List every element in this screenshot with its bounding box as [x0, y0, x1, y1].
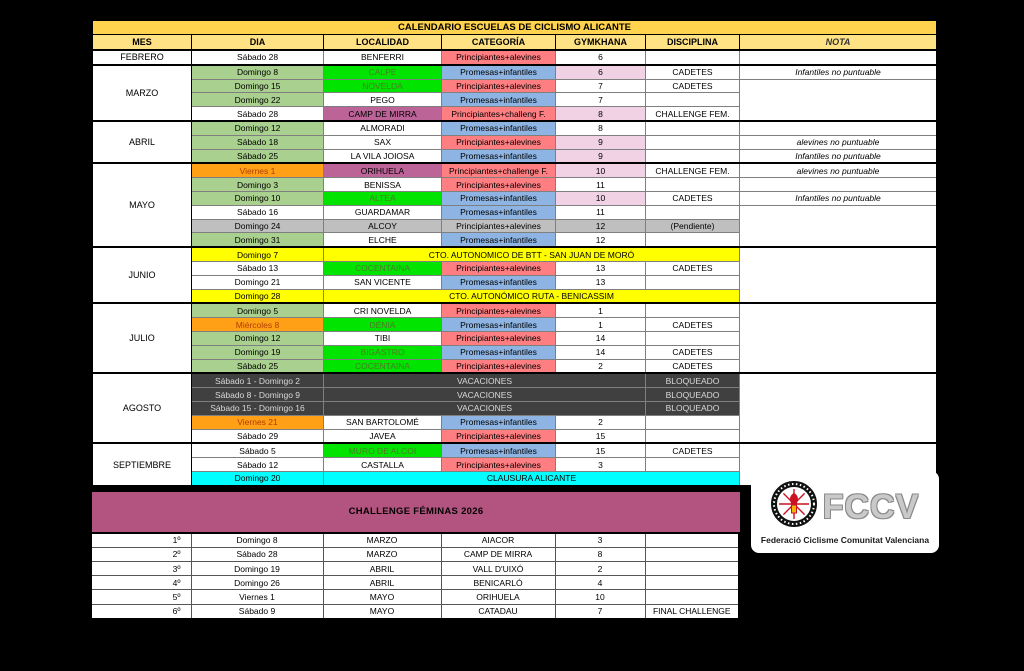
- challenge-dia-cell: Sábado 9: [191, 604, 323, 619]
- localidad-cell: TIBI: [324, 331, 442, 345]
- gymkhana-cell: 13: [556, 261, 646, 275]
- fccv-emblem-icon: [771, 481, 817, 532]
- categoria-cell: Promesas+infantiles: [442, 149, 556, 163]
- gymkhana-cell: 7: [556, 79, 646, 93]
- dia-cell: Domingo 15: [192, 79, 324, 93]
- disciplina-cell: CADETES: [646, 318, 740, 332]
- merged-event-cell: CTO. AUTONOMICO DE BTT - SAN JUAN DE MORÓ: [324, 247, 740, 261]
- column-header-categoría: CATEGORÍA: [442, 35, 556, 51]
- column-header-localidad: LOCALIDAD: [324, 35, 442, 51]
- disciplina-cell: CADETES: [646, 443, 740, 457]
- challenge-localidad-cell: BENICARLÓ: [441, 576, 555, 590]
- dia-cell: Sábado 5: [192, 443, 324, 457]
- challenge-feminas-section: [90, 490, 742, 620]
- challenge-disciplina-cell: [645, 547, 739, 561]
- calendar-table: [90, 18, 939, 488]
- gymkhana-cell: 6: [556, 50, 646, 65]
- dia-cell: Domingo 28: [192, 289, 324, 303]
- gymkhana-cell: 10: [556, 163, 646, 177]
- challenge-feminas-table: [90, 532, 740, 620]
- disciplina-cell: CADETES: [646, 65, 740, 79]
- disciplina-cell: CADETES: [646, 261, 740, 275]
- localidad-cell: DÉNIA: [324, 318, 442, 332]
- challenge-localidad-cell: VALL D'UIXÓ: [441, 562, 555, 576]
- page-title: CALENDARIO ESCUELAS DE CICLISMO ALICANTE: [92, 20, 938, 35]
- gymkhana-cell: 1: [556, 318, 646, 332]
- dia-cell: Domingo 8: [192, 65, 324, 79]
- mes-cell: JULIO: [92, 303, 192, 373]
- categoria-cell: Principiantes+alevines: [442, 219, 556, 233]
- merged-event-cell: CTO. AUTONÓMICO RUTA - BENICASSIM: [324, 289, 740, 303]
- challenge-row: [91, 547, 739, 561]
- gymkhana-cell: 1: [556, 303, 646, 317]
- challenge-localidad-cell: AIACOR: [441, 533, 555, 548]
- title-row: [92, 20, 938, 35]
- categoria-cell: Promesas+infantiles: [442, 205, 556, 219]
- gymkhana-cell: 12: [556, 233, 646, 247]
- gymkhana-cell: 8: [556, 107, 646, 121]
- calendar-row: [92, 205, 938, 219]
- challenge-dia-cell: Viernes 1: [191, 590, 323, 604]
- gymkhana-cell: 14: [556, 345, 646, 359]
- dia-cell: Sábado 28: [192, 50, 324, 65]
- disciplina-cell: [646, 331, 740, 345]
- column-header-gymkhana: GYMKHANA: [556, 35, 646, 51]
- challenge-row: [91, 576, 739, 590]
- disciplina-cell: BLOQUEADO: [646, 401, 740, 415]
- disciplina-cell: [646, 93, 740, 107]
- categoria-cell: Promesas+infantiles: [442, 233, 556, 247]
- challenge-ordinal-cell: 4º: [91, 576, 191, 590]
- dia-cell: Sábado 1 - Domingo 2: [192, 373, 324, 387]
- challenge-mes-cell: ABRIL: [323, 562, 441, 576]
- dia-cell: Viernes 21: [192, 415, 324, 429]
- localidad-cell: BENISSA: [324, 178, 442, 192]
- localidad-cell: ALTEA: [324, 191, 442, 205]
- gymkhana-cell: 10: [556, 191, 646, 205]
- nota-cell: [740, 121, 938, 135]
- categoria-cell: Promesas+infantiles: [442, 93, 556, 107]
- disciplina-cell: BLOQUEADO: [646, 373, 740, 387]
- challenge-mes-cell: MARZO: [323, 533, 441, 548]
- gymkhana-cell: 2: [556, 415, 646, 429]
- localidad-cell: PEGO: [324, 93, 442, 107]
- localidad-cell: SAX: [324, 135, 442, 149]
- gymkhana-cell: 15: [556, 443, 646, 457]
- gymkhana-cell: 12: [556, 219, 646, 233]
- gymkhana-cell: 8: [556, 121, 646, 135]
- disciplina-cell: CADETES: [646, 359, 740, 373]
- categoria-cell: Principiantes+alevines: [442, 303, 556, 317]
- disciplina-cell: [646, 205, 740, 219]
- challenge-localidad-cell: CATADAU: [441, 604, 555, 619]
- dia-cell: Domingo 21: [192, 275, 324, 289]
- disciplina-cell: [646, 233, 740, 247]
- gymkhana-cell: 14: [556, 331, 646, 345]
- dia-cell: Sábado 29: [192, 429, 324, 443]
- nota-cell: [740, 247, 938, 303]
- challenge-row: [91, 533, 739, 548]
- disciplina-cell: [646, 429, 740, 443]
- nota-cell: Infantiles no puntuable: [740, 65, 938, 79]
- merged-event-cell: VACACIONES: [324, 373, 646, 387]
- disciplina-cell: [646, 121, 740, 135]
- categoria-cell: Promesas+infantiles: [442, 65, 556, 79]
- dia-cell: Sábado 25: [192, 149, 324, 163]
- challenge-localidad-cell: CAMP DE MIRRA: [441, 547, 555, 561]
- disciplina-cell: CHALLENGE FEM.: [646, 107, 740, 121]
- challenge-ordinal-cell: 1º: [91, 533, 191, 548]
- column-header-disciplina: DISCIPLINA: [646, 35, 740, 51]
- localidad-cell: SAN VICENTE: [324, 275, 442, 289]
- dia-cell: Sábado 15 - Domingo 16: [192, 401, 324, 415]
- categoria-cell: Promesas+infantiles: [442, 318, 556, 332]
- gymkhana-cell: 2: [556, 359, 646, 373]
- challenge-ordinal-cell: 2º: [91, 547, 191, 561]
- challenge-mes-cell: MAYO: [323, 604, 441, 619]
- dia-cell: Domingo 24: [192, 219, 324, 233]
- dia-cell: Sábado 16: [192, 205, 324, 219]
- dia-cell: Sábado 25: [192, 359, 324, 373]
- gymkhana-cell: 9: [556, 149, 646, 163]
- disciplina-cell: (Pendiente): [646, 219, 740, 233]
- challenge-ordinal-cell: 3º: [91, 562, 191, 576]
- challenge-disciplina-cell: [645, 533, 739, 548]
- disciplina-cell: [646, 50, 740, 65]
- fccv-logo: [751, 471, 939, 553]
- dia-cell: Domingo 12: [192, 121, 324, 135]
- merged-event-cell: CLAUSURA ALICANTE: [324, 471, 740, 486]
- challenge-ordinal-cell: 6º: [91, 604, 191, 619]
- calendar-row: [92, 247, 938, 261]
- challenge-mes-cell: ABRIL: [323, 576, 441, 590]
- challenge-dia-cell: Sábado 28: [191, 547, 323, 561]
- categoria-cell: Principiantes+alevines: [442, 261, 556, 275]
- dia-cell: Sábado 12: [192, 458, 324, 472]
- calendar-row: [92, 79, 938, 93]
- calendar-row: [92, 65, 938, 79]
- categoria-cell: Principiantes+challeng F.: [442, 107, 556, 121]
- localidad-cell: CALPE: [324, 65, 442, 79]
- categoria-cell: Principiantes+challenge F.: [442, 163, 556, 177]
- localidad-cell: CASTALLA: [324, 458, 442, 472]
- dia-cell: Domingo 3: [192, 178, 324, 192]
- dia-cell: Domingo 19: [192, 345, 324, 359]
- gymkhana-cell: 9: [556, 135, 646, 149]
- challenge-disciplina-cell: [645, 562, 739, 576]
- disciplina-cell: [646, 135, 740, 149]
- challenge-localidad-cell: ORIHUELA: [441, 590, 555, 604]
- nota-cell: alevines no puntuable: [740, 135, 938, 149]
- categoria-cell: Principiantes+alevines: [442, 458, 556, 472]
- dia-cell: Sábado 28: [192, 107, 324, 121]
- challenge-gymkhana-cell: 2: [555, 562, 645, 576]
- localidad-cell: ELCHE: [324, 233, 442, 247]
- column-header-row: [92, 35, 938, 51]
- localidad-cell: COCENTAINA: [324, 359, 442, 373]
- challenge-ordinal-cell: 5º: [91, 590, 191, 604]
- categoria-cell: Promesas+infantiles: [442, 443, 556, 457]
- disciplina-cell: [646, 178, 740, 192]
- localidad-cell: COCENTAINA: [324, 261, 442, 275]
- calendar-row: [92, 149, 938, 163]
- disciplina-cell: [646, 303, 740, 317]
- nota-cell: [740, 373, 938, 443]
- merged-event-cell: VACACIONES: [324, 388, 646, 402]
- dia-cell: Domingo 5: [192, 303, 324, 317]
- calendar-row: [92, 121, 938, 135]
- categoria-cell: Promesas+infantiles: [442, 121, 556, 135]
- dia-cell: Sábado 8 - Domingo 9: [192, 388, 324, 402]
- calendar-row: [92, 135, 938, 149]
- categoria-cell: Principiantes+alevines: [442, 178, 556, 192]
- nota-cell: [740, 205, 938, 247]
- localidad-cell: BENFERRI: [324, 50, 442, 65]
- column-header-dia: DIA: [192, 35, 324, 51]
- categoria-cell: Principiantes+alevines: [442, 50, 556, 65]
- nota-cell: [740, 178, 938, 192]
- challenge-gymkhana-cell: 8: [555, 547, 645, 561]
- localidad-cell: MURO DE ALCOI: [324, 443, 442, 457]
- categoria-cell: Promesas+infantiles: [442, 191, 556, 205]
- fccv-acronym: FCCV: [822, 487, 920, 526]
- categoria-cell: Promesas+infantiles: [442, 275, 556, 289]
- localidad-cell: CRI NOVELDA: [324, 303, 442, 317]
- gymkhana-cell: 13: [556, 275, 646, 289]
- gymkhana-cell: 7: [556, 93, 646, 107]
- disciplina-cell: CADETES: [646, 191, 740, 205]
- calendar-row: [92, 163, 938, 177]
- disciplina-cell: [646, 275, 740, 289]
- dia-cell: Viernes 1: [192, 163, 324, 177]
- categoria-cell: Promesas+infantiles: [442, 415, 556, 429]
- mes-cell: JUNIO: [92, 247, 192, 303]
- dia-cell: Domingo 7: [192, 247, 324, 261]
- nota-cell: alevines no puntuable: [740, 163, 938, 177]
- challenge-row: [91, 562, 739, 576]
- mes-cell: FEBRERO: [92, 50, 192, 65]
- disciplina-cell: CADETES: [646, 345, 740, 359]
- dia-cell: Domingo 12: [192, 331, 324, 345]
- disciplina-cell: BLOQUEADO: [646, 388, 740, 402]
- localidad-cell: SAN BARTOLOMÉ: [324, 415, 442, 429]
- challenge-feminas-title: CHALLENGE FÉMINAS 2026: [90, 490, 742, 532]
- calendar-row: [92, 303, 938, 317]
- disciplina-cell: CADETES: [646, 79, 740, 93]
- gymkhana-cell: 11: [556, 178, 646, 192]
- challenge-gymkhana-cell: 10: [555, 590, 645, 604]
- localidad-cell: LA VILA JOIOSA: [324, 149, 442, 163]
- dia-cell: Domingo 20: [192, 471, 324, 486]
- dia-cell: Domingo 10: [192, 191, 324, 205]
- column-header-mes: MES: [92, 35, 192, 51]
- nota-cell: Infantiles no puntuable: [740, 191, 938, 205]
- disciplina-cell: [646, 415, 740, 429]
- challenge-gymkhana-cell: 4: [555, 576, 645, 590]
- localidad-cell: JAVEA: [324, 429, 442, 443]
- categoria-cell: Promesas+infantiles: [442, 345, 556, 359]
- mes-cell: ABRIL: [92, 121, 192, 163]
- localidad-cell: GUARDAMAR: [324, 205, 442, 219]
- calendar-row: [92, 373, 938, 387]
- challenge-disciplina-cell: FINAL CHALLENGE: [645, 604, 739, 619]
- dia-cell: Sábado 18: [192, 135, 324, 149]
- disciplina-cell: [646, 458, 740, 472]
- localidad-cell: ALMORADI: [324, 121, 442, 135]
- categoria-cell: Principiantes+alevines: [442, 135, 556, 149]
- dia-cell: Sábado 13: [192, 261, 324, 275]
- gymkhana-cell: 3: [556, 458, 646, 472]
- localidad-cell: NOVELDA: [324, 79, 442, 93]
- calendar-row: [92, 178, 938, 192]
- challenge-disciplina-cell: [645, 576, 739, 590]
- challenge-mes-cell: MARZO: [323, 547, 441, 561]
- disciplina-cell: CHALLENGE FEM.: [646, 163, 740, 177]
- mes-cell: AGOSTO: [92, 373, 192, 443]
- fccv-subtitle: Federació Ciclisme Comunitat Valenciana: [760, 535, 930, 545]
- mes-cell: SEPTIEMBRE: [92, 443, 192, 486]
- categoria-cell: Principiantes+alevines: [442, 331, 556, 345]
- challenge-mes-cell: MAYO: [323, 590, 441, 604]
- nota-cell: [740, 303, 938, 373]
- column-header-nota: NOTA: [740, 35, 938, 51]
- challenge-dia-cell: Domingo 19: [191, 562, 323, 576]
- gymkhana-cell: 15: [556, 429, 646, 443]
- categoria-cell: Principiantes+alevines: [442, 79, 556, 93]
- disciplina-cell: [646, 149, 740, 163]
- challenge-row: [91, 590, 739, 604]
- dia-cell: Domingo 31: [192, 233, 324, 247]
- localidad-cell: ALCOY: [324, 219, 442, 233]
- challenge-dia-cell: Domingo 8: [191, 533, 323, 548]
- challenge-dia-cell: Domingo 26: [191, 576, 323, 590]
- nota-cell: [740, 79, 938, 121]
- nota-cell: Infantiles no puntuable: [740, 149, 938, 163]
- calendar-row: [92, 50, 938, 65]
- challenge-gymkhana-cell: 7: [555, 604, 645, 619]
- challenge-gymkhana-cell: 3: [555, 533, 645, 548]
- mes-cell: MAYO: [92, 163, 192, 247]
- localidad-cell: BIGASTRO: [324, 345, 442, 359]
- merged-event-cell: VACACIONES: [324, 401, 646, 415]
- categoria-cell: Principiantes+alevines: [442, 359, 556, 373]
- calendar-row: [92, 443, 938, 457]
- localidad-cell: CAMP DE MIRRA: [324, 107, 442, 121]
- calendar-row: [92, 191, 938, 205]
- gymkhana-cell: 11: [556, 205, 646, 219]
- categoria-cell: Principiantes+alevines: [442, 429, 556, 443]
- nota-cell: [740, 50, 938, 65]
- localidad-cell: ORIHUELA: [324, 163, 442, 177]
- challenge-row: [91, 604, 739, 619]
- gymkhana-cell: 6: [556, 65, 646, 79]
- dia-cell: Miércoles 8: [192, 318, 324, 332]
- mes-cell: MARZO: [92, 65, 192, 121]
- dia-cell: Domingo 22: [192, 93, 324, 107]
- challenge-disciplina-cell: [645, 590, 739, 604]
